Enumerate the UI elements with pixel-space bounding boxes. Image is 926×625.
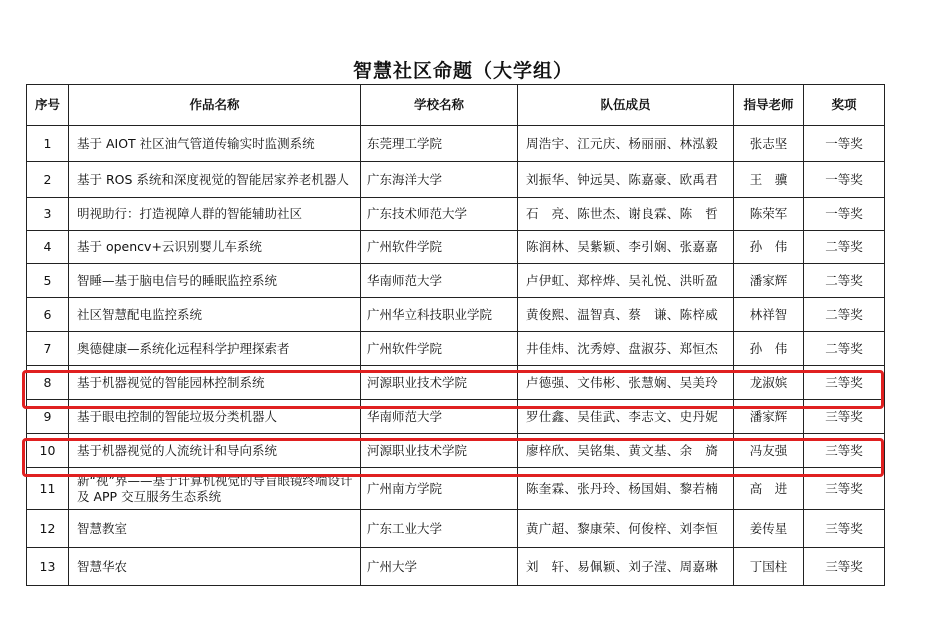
cell-teacher: 龙淑嫔 <box>734 366 804 400</box>
cell-teacher: 孙 伟 <box>734 332 804 366</box>
table-row <box>27 510 885 548</box>
table-row <box>27 548 885 586</box>
cell-members: 刘 轩、易佩颖、刘子滢、周嘉琳 <box>518 548 734 586</box>
cell-teacher: 陈荣军 <box>734 198 804 231</box>
table-row <box>27 400 885 434</box>
cell-school: 广州大学 <box>361 548 518 586</box>
cell-work: 基于 ROS 系统和深度视觉的智能居家养老机器人 <box>69 162 361 198</box>
table-row <box>27 468 885 510</box>
col-header-no: 序号 <box>27 85 69 126</box>
cell-members: 黄俊熙、温智真、蔡 谦、陈梓威 <box>518 298 734 332</box>
cell-members: 卢伊虹、郑梓烨、吴礼悦、洪昕盈 <box>518 264 734 298</box>
cell-teacher: 冯友强 <box>734 434 804 468</box>
cell-school: 广州软件学院 <box>361 231 518 264</box>
cell-no: 3 <box>27 198 69 231</box>
cell-no: 6 <box>27 298 69 332</box>
cell-members: 廖梓欣、吴铭集、黄文基、余 旖 <box>518 434 734 468</box>
cell-school: 广州华立科技职业学院 <box>361 298 518 332</box>
cell-work: 基于 AIOT 社区油气管道传输实时监测系统 <box>69 126 361 162</box>
cell-no: 1 <box>27 126 69 162</box>
cell-school: 华南师范大学 <box>361 264 518 298</box>
table-row-highlighted <box>27 434 885 468</box>
cell-school: 河源职业技术学院 <box>361 366 518 400</box>
document-title: 智慧社区命题（大学组） <box>352 60 573 82</box>
cell-members: 罗仕鑫、吴佳武、李志文、史丹妮 <box>518 400 734 434</box>
cell-members: 石 亮、陈世杰、谢良霖、陈 哲 <box>518 198 734 231</box>
cell-teacher: 孙 伟 <box>734 231 804 264</box>
cell-school: 华南师范大学 <box>361 400 518 434</box>
award-table <box>26 84 885 586</box>
cell-members: 黄广超、黎康荣、何俊梓、刘李恒 <box>518 510 734 548</box>
cell-no: 12 <box>27 510 69 548</box>
cell-school: 广州软件学院 <box>361 332 518 366</box>
table-row <box>27 231 885 264</box>
cell-award: 三等奖 <box>804 548 885 586</box>
cell-members: 卢德强、文伟彬、张慧娴、吴美玲 <box>518 366 734 400</box>
cell-teacher: 王 骥 <box>734 162 804 198</box>
cell-work: 社区智慧配电监控系统 <box>69 298 361 332</box>
cell-no: 8 <box>27 366 69 400</box>
cell-members: 井佳炜、沈秀婷、盘淑芬、郑恒杰 <box>518 332 734 366</box>
cell-award: 三等奖 <box>804 468 885 510</box>
cell-members: 周浩宇、江元庆、杨丽丽、林泓毅 <box>518 126 734 162</box>
cell-teacher: 林祥智 <box>734 298 804 332</box>
cell-award: 三等奖 <box>804 400 885 434</box>
cell-work: 明视助行：打造视障人群的智能辅助社区 <box>69 198 361 231</box>
cell-teacher: 张志坚 <box>734 126 804 162</box>
col-header-members: 队伍成员 <box>518 85 734 126</box>
cell-school: 东莞理工学院 <box>361 126 518 162</box>
cell-teacher: 高 进 <box>734 468 804 510</box>
cell-work: 基于眼电控制的智能垃圾分类机器人 <box>69 400 361 434</box>
table-row <box>27 298 885 332</box>
cell-work: 新“视”界——基于计算机视觉的导盲眼镜终端设计及 APP 交互服务生态系统 <box>69 468 361 510</box>
cell-award: 二等奖 <box>804 264 885 298</box>
cell-school: 河源职业技术学院 <box>361 434 518 468</box>
cell-work: 智慧教室 <box>69 510 361 548</box>
cell-award: 一等奖 <box>804 126 885 162</box>
cell-no: 11 <box>27 468 69 510</box>
cell-award: 二等奖 <box>804 332 885 366</box>
cell-award: 三等奖 <box>804 510 885 548</box>
table-row <box>27 126 885 162</box>
col-header-teacher: 指导老师 <box>734 85 804 126</box>
cell-award: 三等奖 <box>804 434 885 468</box>
cell-work: 基于机器视觉的人流统计和导向系统 <box>69 434 361 468</box>
cell-school: 广东海洋大学 <box>361 162 518 198</box>
cell-work: 智睡—基于脑电信号的睡眠监控系统 <box>69 264 361 298</box>
cell-no: 9 <box>27 400 69 434</box>
cell-teacher: 潘家辉 <box>734 400 804 434</box>
table-row <box>27 264 885 298</box>
cell-work: 基于 opencv+云识别婴儿车系统 <box>69 231 361 264</box>
cell-no: 2 <box>27 162 69 198</box>
table-row-highlighted <box>27 366 885 400</box>
col-header-school: 学校名称 <box>361 85 518 126</box>
cell-teacher: 丁国柱 <box>734 548 804 586</box>
cell-school: 广东技术师范大学 <box>361 198 518 231</box>
cell-work: 智慧华农 <box>69 548 361 586</box>
cell-no: 5 <box>27 264 69 298</box>
cell-school: 广州南方学院 <box>361 468 518 510</box>
cell-award: 二等奖 <box>804 231 885 264</box>
cell-teacher: 潘家辉 <box>734 264 804 298</box>
col-header-work: 作品名称 <box>69 85 361 126</box>
cell-award: 二等奖 <box>804 298 885 332</box>
cell-members: 陈奎霖、张丹玲、杨国娟、黎若楠 <box>518 468 734 510</box>
cell-school: 广东工业大学 <box>361 510 518 548</box>
cell-no: 7 <box>27 332 69 366</box>
cell-no: 13 <box>27 548 69 586</box>
table-row <box>27 198 885 231</box>
cell-award: 一等奖 <box>804 162 885 198</box>
cell-no: 10 <box>27 434 69 468</box>
cell-work: 奥德健康—系统化远程科学护理探索者 <box>69 332 361 366</box>
cell-no: 4 <box>27 231 69 264</box>
table-row <box>27 332 885 366</box>
cell-work: 基于机器视觉的智能园林控制系统 <box>69 366 361 400</box>
cell-members: 陈润林、吴紫颖、李引娴、张嘉嘉 <box>518 231 734 264</box>
table-header-row <box>27 85 885 126</box>
col-header-award: 奖项 <box>804 85 885 126</box>
cell-teacher: 姜传星 <box>734 510 804 548</box>
table-row <box>27 162 885 198</box>
cell-award: 一等奖 <box>804 198 885 231</box>
cell-members: 刘振华、钟远昊、陈嘉豪、欧禹君 <box>518 162 734 198</box>
cell-award: 三等奖 <box>804 366 885 400</box>
